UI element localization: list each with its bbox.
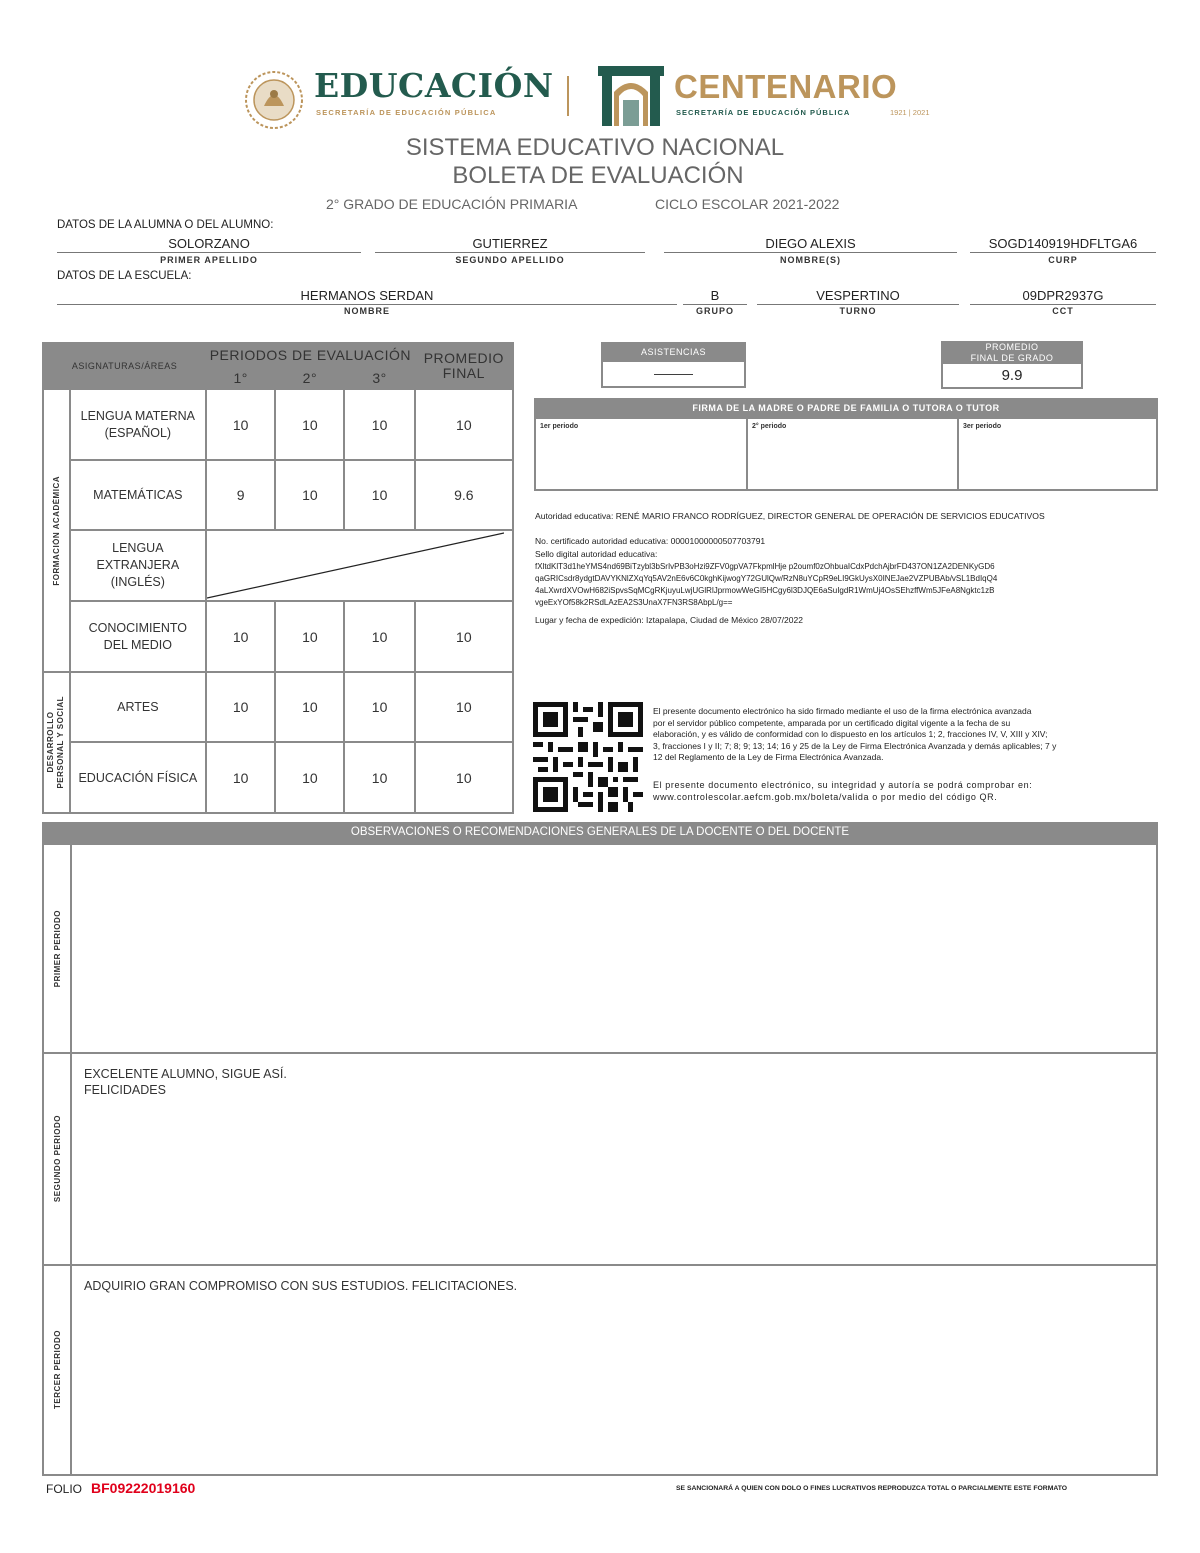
grade-p2: 10: [275, 389, 344, 460]
subject-name-2: (ESPAÑOL): [104, 425, 172, 440]
subject-cell: [70, 530, 206, 601]
alumno-section-label: DATOS DE LA ALUMNA O DEL ALUMNO:: [57, 219, 274, 231]
subject-name-2: (INGLÉS): [110, 575, 165, 589]
sello-label: Sello digital autoridad educativa:: [535, 549, 658, 559]
tercer-periodo-label: TERCER PERIODO: [52, 1330, 62, 1410]
sello-line-4: vgeExYOf58k2RSdLAzEA2S3UnaX7FN3RS8AbpL/g==: [535, 598, 733, 607]
subject-name: CONOCIMIENTO: [88, 620, 188, 635]
grade-p3: 10: [344, 460, 414, 530]
crossed-out-cell: [206, 530, 513, 601]
escuela-section-label: DATOS DE LA ESCUELA:: [57, 270, 192, 282]
cct-value: 09DPR2937G: [970, 288, 1156, 305]
nombre-value: DIEGO ALEXIS: [664, 236, 957, 253]
logo-centenario-sub: SECRETARÍA DE EDUCACIÓN PÚBLICA: [676, 108, 851, 117]
grade-p1: 10: [206, 672, 275, 742]
asistencias-value: ———: [654, 366, 693, 381]
grades-table: [42, 342, 514, 814]
asistencias-label: ASISTENCIAS: [601, 342, 746, 362]
firma-p3-label: 3er periodo: [963, 423, 1002, 430]
firma-header: FIRMA DE LA MADRE O PADRE DE FAMILIA O TUTORA O TUTOR: [534, 398, 1158, 419]
grade-p2: 10: [275, 460, 344, 530]
segundo-periodo-side: [44, 1054, 72, 1264]
segundo-periodo-text-2: FELICIDADES: [84, 1083, 166, 1097]
escuela-nombre-value: HERMANOS SERDAN: [57, 288, 677, 305]
turno-value: VESPERTINO: [757, 288, 959, 305]
promedio-final-value: 9.9: [1001, 367, 1023, 384]
grado-text: 2° GRADO DE EDUCACIÓN PRIMARIA: [326, 196, 578, 212]
subject-name: LENGUA EXTRANJERA: [96, 541, 180, 572]
grade-final: 10: [415, 601, 513, 672]
verify-line-2: www.controlescolar.aefcm.gob.mx/boleta/valida o por medio del código QR.: [653, 792, 998, 802]
grade-p1: 10: [206, 601, 275, 672]
folio-value: BF09222019160: [91, 1480, 196, 1496]
legal-line-3: elaboración, y es válido de conformidad con lo dispuesto en los artículos 1; 2, fracciones IV, V, XIII y XIV;: [653, 729, 1048, 739]
asistencias-box: [601, 362, 746, 388]
subject-cell: [70, 460, 206, 530]
subject-cell: [70, 672, 206, 742]
verify-text: [653, 779, 1153, 803]
observaciones-segundo-periodo: [42, 1052, 1158, 1266]
grade-final: 10: [415, 672, 513, 742]
col-p2: 2°: [275, 367, 344, 389]
group-desarrollo-cell: [43, 672, 70, 813]
escuela-nombre-label: NOMBRE: [344, 306, 390, 316]
segundo-apellido-value: GUTIERREZ: [375, 236, 645, 253]
group-academica-label: FORMACIÓN ACADÉMICA: [51, 475, 61, 586]
strike-line: [207, 531, 504, 600]
tercer-periodo-text: ADQUIRIO GRAN COMPROMISO CON SUS ESTUDIOS. FELICITACIONES.: [84, 1279, 518, 1293]
table-row: [43, 601, 513, 672]
logo-educacion: EDUCACIÓN: [314, 66, 554, 105]
primer-apellido-value: SOLORZANO: [57, 236, 361, 253]
footer-warning: SE SANCIONARÁ A QUIEN CON DOLO O FINES LUCRATIVOS REPRODUZCA TOTAL O PARCIALMENTE ESTE FORMATO: [676, 1485, 1068, 1492]
table-row: [43, 460, 513, 530]
grade-final: 10: [415, 389, 513, 460]
grade-p1: 10: [206, 742, 275, 813]
table-row: [43, 742, 513, 813]
subject-name: EDUCACIÓN FÍSICA: [78, 770, 198, 785]
firma-p2-label: 2° periodo: [752, 423, 787, 430]
col-p1: 1°: [206, 367, 275, 389]
cct-label: CCT: [1052, 306, 1074, 316]
grade-p3: 10: [344, 389, 414, 460]
logo-centenario-years: 1921 | 2021: [890, 108, 930, 117]
sello-line-2: qaGRICsdr8ydgtDAVYKNlZXqYq5AV2nE6v6C0kghKijwogY72GUlQw/RzN8uYCpR9eLI9GkUysX0INEJae2VZPUBAb/vSL1BdIqQ4: [535, 574, 998, 583]
curp-value: SOGD140919HDFLTGA6: [970, 236, 1156, 253]
legal-line-4: 3, fracciones I y II; 7; 8; 9; 13; 14; 16 y 25 de la Ley de Firma Electrónica Avanzada y demás aplicables; 7 y: [653, 740, 1057, 751]
title-line-1: SISTEMA EDUCATIVO NACIONAL: [405, 134, 785, 161]
observaciones-primer-periodo: [42, 843, 1158, 1054]
col-p3: 3°: [344, 367, 414, 389]
promedio-final-label: [941, 341, 1083, 364]
ciclo-text: CICLO ESCOLAR 2021-2022: [655, 196, 840, 212]
qr-code-icon: [533, 702, 643, 812]
header-logos: [244, 64, 956, 130]
grade-p2: 10: [275, 672, 344, 742]
promedio-final-box: [941, 364, 1083, 389]
observaciones-tercer-periodo: [42, 1264, 1158, 1476]
subject-cell: [70, 601, 206, 672]
grade-p3: 10: [344, 601, 414, 672]
subject-cell: [70, 742, 206, 813]
coat-of-arms-icon: [244, 70, 304, 130]
logo-divider: [567, 76, 569, 116]
sello-line-3: 4aLXwrdXVOwH682iSpvsSqMCgRKjuyuLwjUGlRlJprmowWeGI5HCgy6l3DJQE6aSuIgdR1WmUj4OsSEhzffWm5JFeA8Ngktc1zB: [535, 586, 995, 595]
folio-label: FOLIO: [46, 1482, 83, 1496]
group-academica-cell: [43, 389, 70, 672]
group-desarrollo-line-2: PERSONAL Y SOCIAL: [56, 696, 66, 789]
firma-box-p1: [534, 419, 748, 491]
grupo-label: GRUPO: [695, 306, 734, 316]
grade-p2: 10: [275, 601, 344, 672]
col-periodos: PERIODOS DE EVALUACIÓN: [206, 343, 415, 367]
segundo-apellido-label: SEGUNDO APELLIDO: [455, 255, 565, 265]
table-row: [43, 672, 513, 742]
firma-box-p2: [746, 419, 959, 491]
legal-line-1: El presente documento electrónico ha sido firmado mediante el uso de la firma electrónica avanzada: [653, 706, 1032, 716]
segundo-periodo-text: [84, 1066, 287, 1098]
centenario-building-icon: [596, 64, 666, 130]
sello-value: [535, 561, 1155, 609]
certificado-text: No. certificado autoridad educativa: 00001000000507703791: [535, 536, 766, 546]
segundo-periodo-label: SEGUNDO PERIODO: [52, 1115, 62, 1203]
curp-label: CURP: [1048, 255, 1078, 265]
table-row: [43, 530, 513, 601]
turno-label: TURNO: [839, 306, 877, 316]
group-desarrollo-line-1: DESARROLLO: [46, 712, 56, 773]
verify-line-1: El presente documento electrónico, su integridad y autoría se podrá comprobar en:: [653, 780, 1033, 790]
subject-cell: [70, 389, 206, 460]
primer-periodo-side: [44, 845, 72, 1052]
legal-text: [653, 706, 1153, 764]
tercer-periodo-side: [44, 1266, 72, 1474]
primer-periodo-label: PRIMER PERIODO: [52, 909, 62, 988]
subject-name: ARTES: [117, 700, 159, 714]
grade-p1: 10: [206, 389, 275, 460]
legal-line-2: por el servidor público competente, amparada por un certificado digital vigente a la fecha de su: [653, 717, 1011, 728]
logo-centenario: CENTENARIO: [674, 68, 898, 105]
segundo-periodo-text-1: EXCELENTE ALUMNO, SIGUE ASÍ.: [84, 1067, 287, 1081]
autoridad-text: Autoridad educativa: RENÉ MARIO FRANCO RODRÍGUEZ, DIRECTOR GENERAL DE OPERACIÓN DE SERVICIOS EDUCATIVOS: [535, 511, 1045, 521]
logo-educacion-sub: SECRETARÍA DE EDUCACIÓN PÚBLICA: [316, 108, 497, 117]
col-promedio: PROMEDIO FINAL: [415, 343, 513, 389]
subject-name: LENGUA MATERNA: [80, 408, 196, 423]
grade-p2: 10: [275, 742, 344, 813]
col-asignaturas: ASIGNATURAS/ÁREAS: [43, 343, 206, 389]
grade-p3: 10: [344, 672, 414, 742]
grupo-value: B: [683, 288, 747, 305]
observaciones-header: OBSERVACIONES O RECOMENDACIONES GENERALES DE LA DOCENTE O DEL DOCENTE: [42, 822, 1158, 843]
promedio-final-label-1: PROMEDIO: [985, 342, 1039, 352]
group-desarrollo-label: [46, 696, 66, 789]
nombre-label: NOMBRE(S): [780, 255, 841, 265]
grade-final: 9.6: [415, 460, 513, 530]
title-line-2: BOLETA DE EVALUACIÓN: [452, 162, 744, 189]
subject-name-2: DEL MEDIO: [103, 637, 172, 652]
table-row: [43, 389, 513, 460]
lugar-fecha-text: Lugar y fecha de expedición: Iztapalapa, Ciudad de México 28/07/2022: [535, 615, 803, 625]
legal-line-5: 12 del Reglamento de la Ley de Firma Electrónica Avanzada.: [653, 752, 884, 762]
firma-p1-label: 1er periodo: [540, 423, 579, 430]
grade-final: 10: [415, 742, 513, 813]
firma-box-p3: [957, 419, 1158, 491]
grade-p3: 10: [344, 742, 414, 813]
primer-apellido-label: PRIMER APELLIDO: [160, 255, 258, 265]
subject-name: MATEMÁTICAS: [93, 488, 183, 502]
sello-line-1: fXltdKlT3d1heYMS4nd69BiTzybl3bSrIvPB3oHzi9ZFV0gpVA7FkpmlHje p2oumf0zOhbuaICdxPdchAjbrFD437ON1ZA2DENKyGD6: [535, 562, 995, 571]
grade-p1: 9: [206, 460, 275, 530]
promedio-final-label-2: FINAL DE GRADO: [970, 353, 1054, 363]
